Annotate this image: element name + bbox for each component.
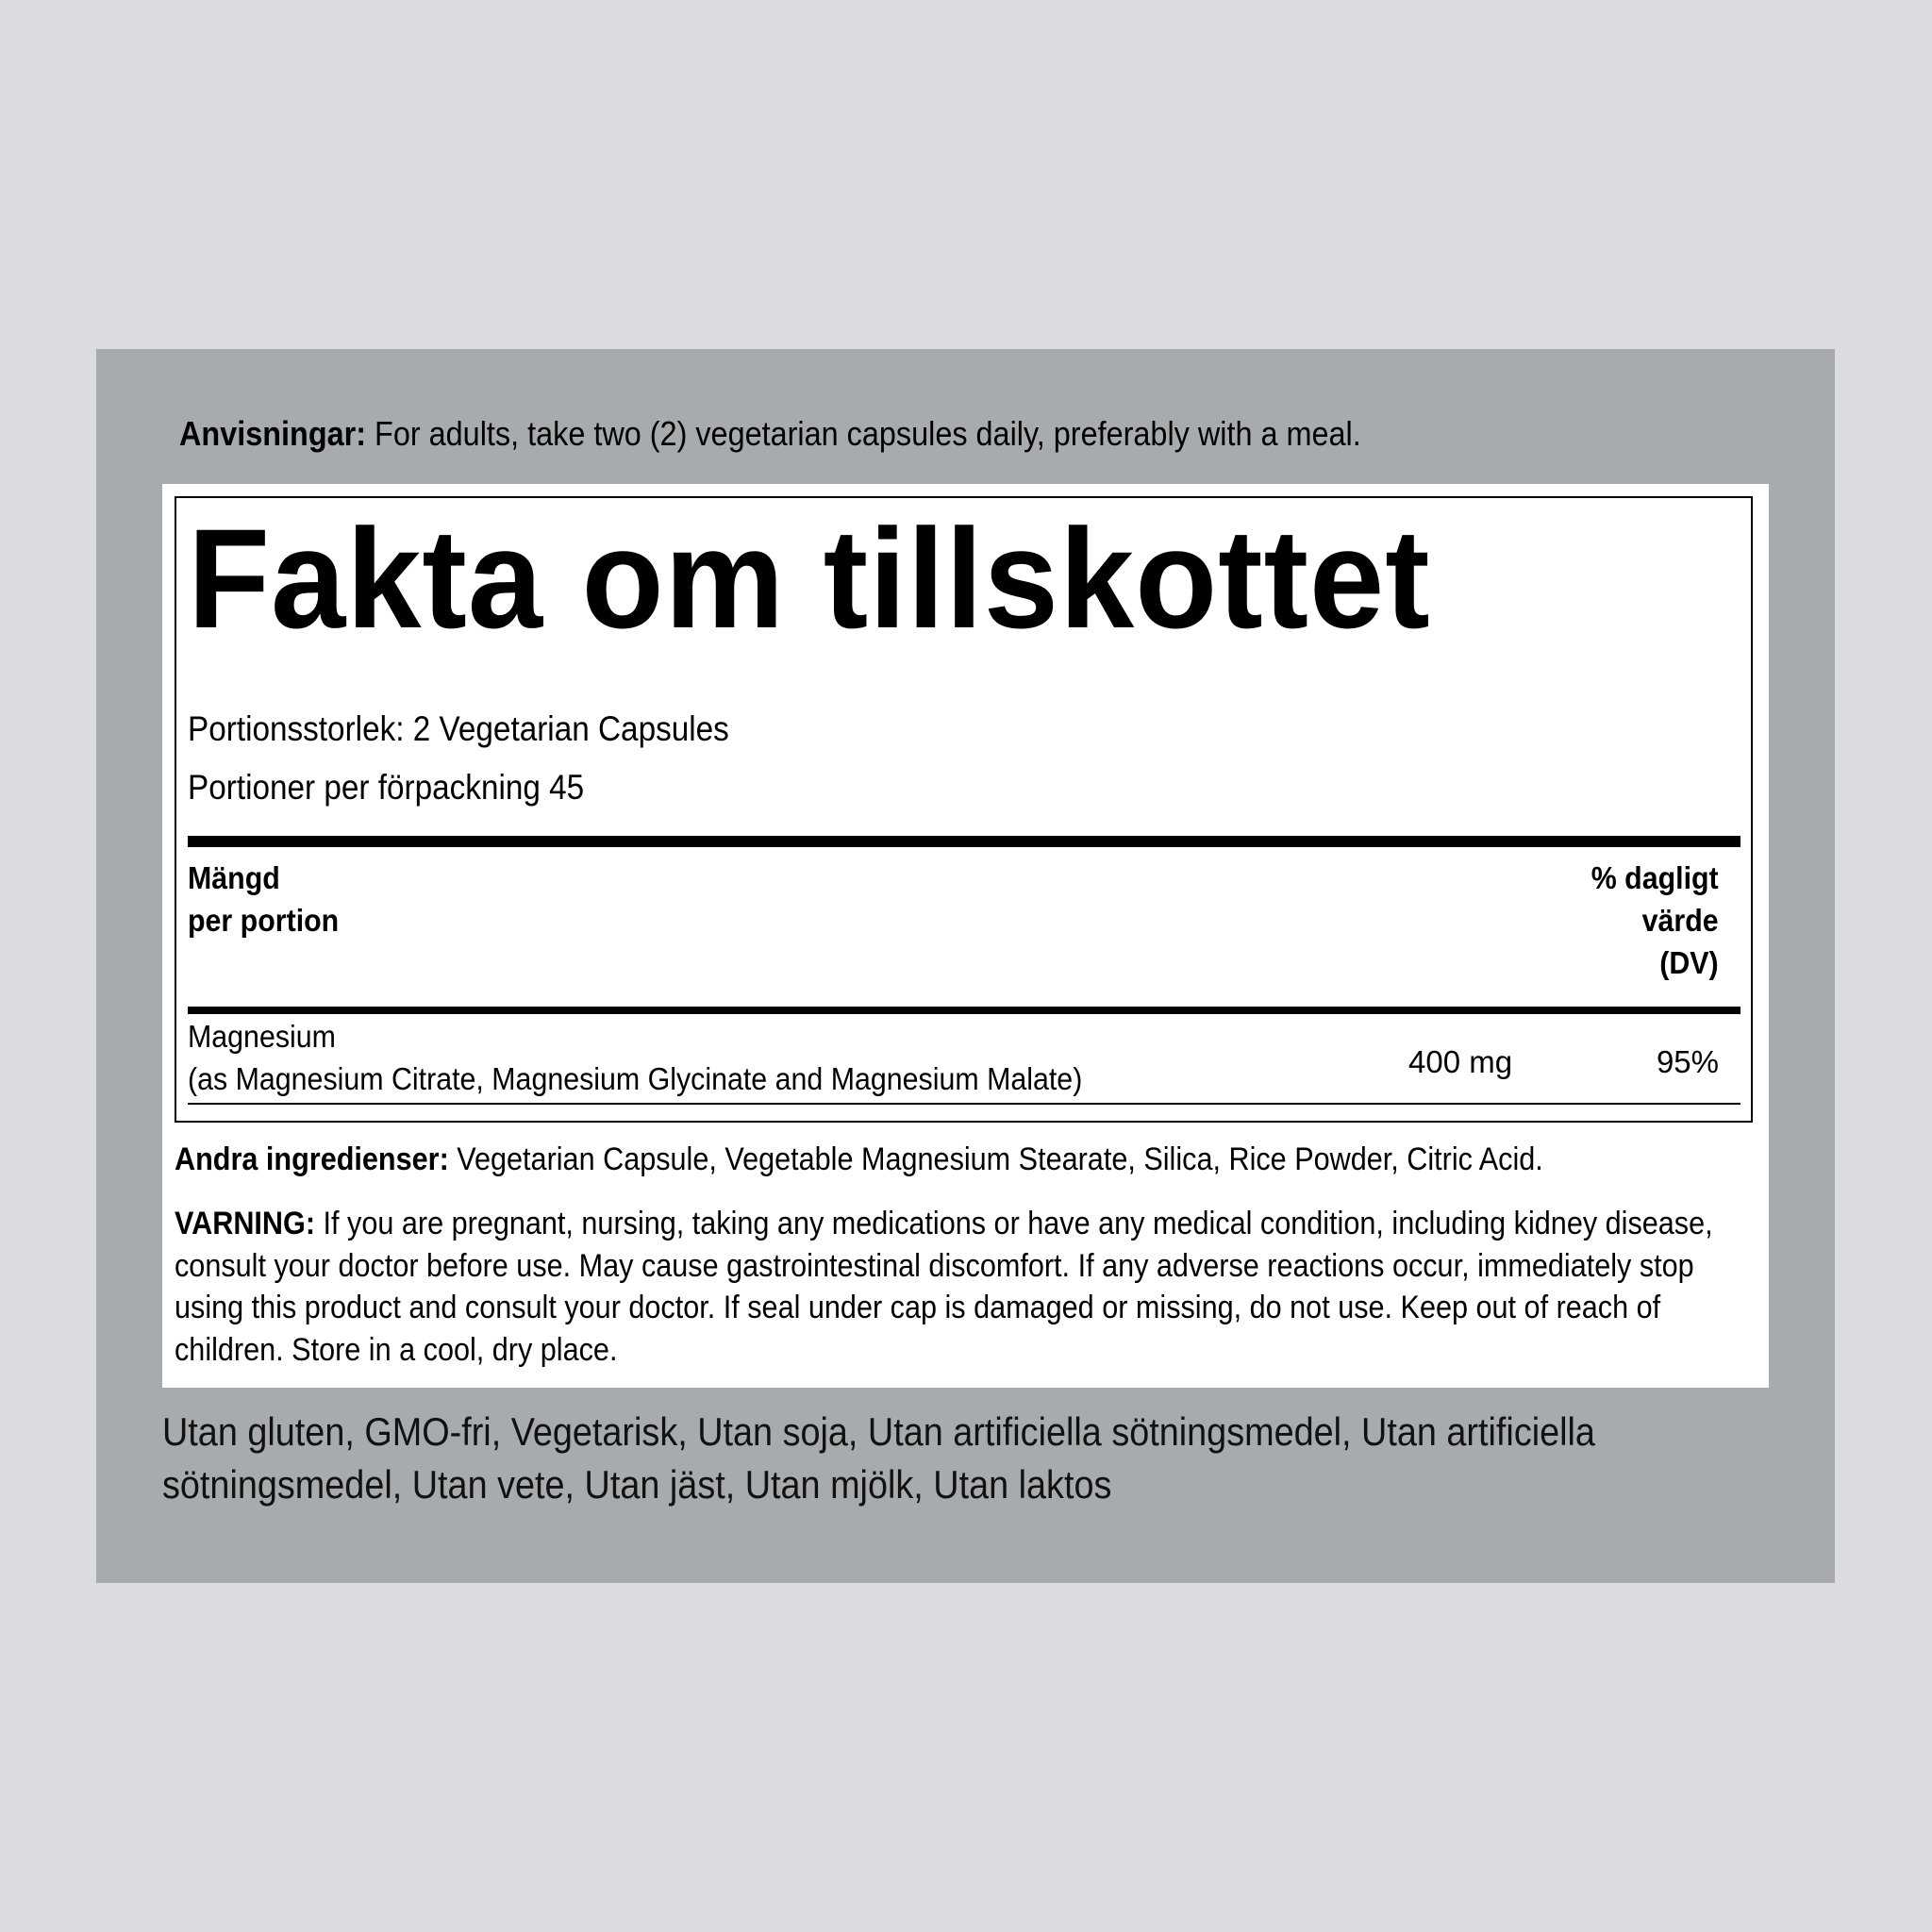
- supplement-facts-panel: [175, 496, 1753, 1123]
- daily-value-header: [1591, 857, 1719, 984]
- warning-line-3: using this product and consult your doctor. If seal under cap is damaged or missing, do not use. Keep out of reach of: [175, 1290, 1661, 1325]
- nutrient-row: [188, 1015, 1082, 1100]
- thick-divider: [188, 836, 1740, 847]
- serving-size: Portionsstorlek: 2 Vegetarian Capsules: [188, 709, 729, 748]
- warning-line-4: children. Store in a cool, dry place.: [175, 1331, 618, 1368]
- warning-text: [175, 1203, 1713, 1371]
- directions-label: Anvisningar:: [179, 414, 367, 453]
- nutrient-name: Magnesium: [188, 1019, 336, 1054]
- label-panel: [96, 349, 1835, 1583]
- amount-per-serving-header: [188, 857, 339, 941]
- claims-line-1: Utan gluten, GMO-fri, Vegetarisk, Utan soja, Utan artificiella sötningsmedel, Utan artificiella: [162, 1409, 1595, 1454]
- supplement-label-box: [162, 484, 1769, 1388]
- nutrient-daily-value: 95%: [1656, 1044, 1719, 1079]
- nutrient-amount: 400 mg: [1408, 1044, 1513, 1079]
- amount-header-line1: Mängd: [188, 860, 280, 895]
- directions-text: [179, 415, 1361, 453]
- facts-title: Fakta om tillskottet: [188, 499, 1431, 658]
- warning-line-1-body: If you are pregnant, nursing, taking any medications or have any medical condition, including kidney disease,: [315, 1206, 1713, 1241]
- amount-header-line2: per portion: [188, 903, 340, 938]
- dv-header-line2: värde: [1641, 903, 1719, 938]
- warning-line-1: [175, 1203, 1713, 1245]
- claims-line-2: sötningsmedel, Utan vete, Utan jäst, Utan mjölk, Utan laktos: [162, 1462, 1112, 1507]
- dv-header-line1: % dagligt: [1591, 860, 1719, 895]
- warning-line-2: consult your doctor before use. May cause gastrointestinal discomfort. If any adverse reactions occur, immediately stop: [175, 1247, 1694, 1284]
- other-ingredients-body: Vegetarian Capsule, Vegetable Magnesium Stearate, Silica, Rice Powder, Citric Acid.: [448, 1141, 1543, 1177]
- warning-label: VARNING:: [175, 1206, 316, 1241]
- dv-header-line3: (DV): [1659, 945, 1719, 980]
- servings-per-container: Portioner per förpackning 45: [188, 768, 585, 807]
- medium-divider: [188, 1007, 1740, 1014]
- nutrient-detail: (as Magnesium Citrate, Magnesium Glycinate and Magnesium Malate): [188, 1061, 1083, 1096]
- dietary-claims: [162, 1406, 1595, 1511]
- other-ingredients-label: Andra ingredienser:: [175, 1141, 449, 1177]
- directions-body: For adults, take two (2) vegetarian capsules daily, preferably with a meal.: [366, 414, 1361, 453]
- other-ingredients: [175, 1139, 1543, 1180]
- thin-divider: [188, 1103, 1740, 1105]
